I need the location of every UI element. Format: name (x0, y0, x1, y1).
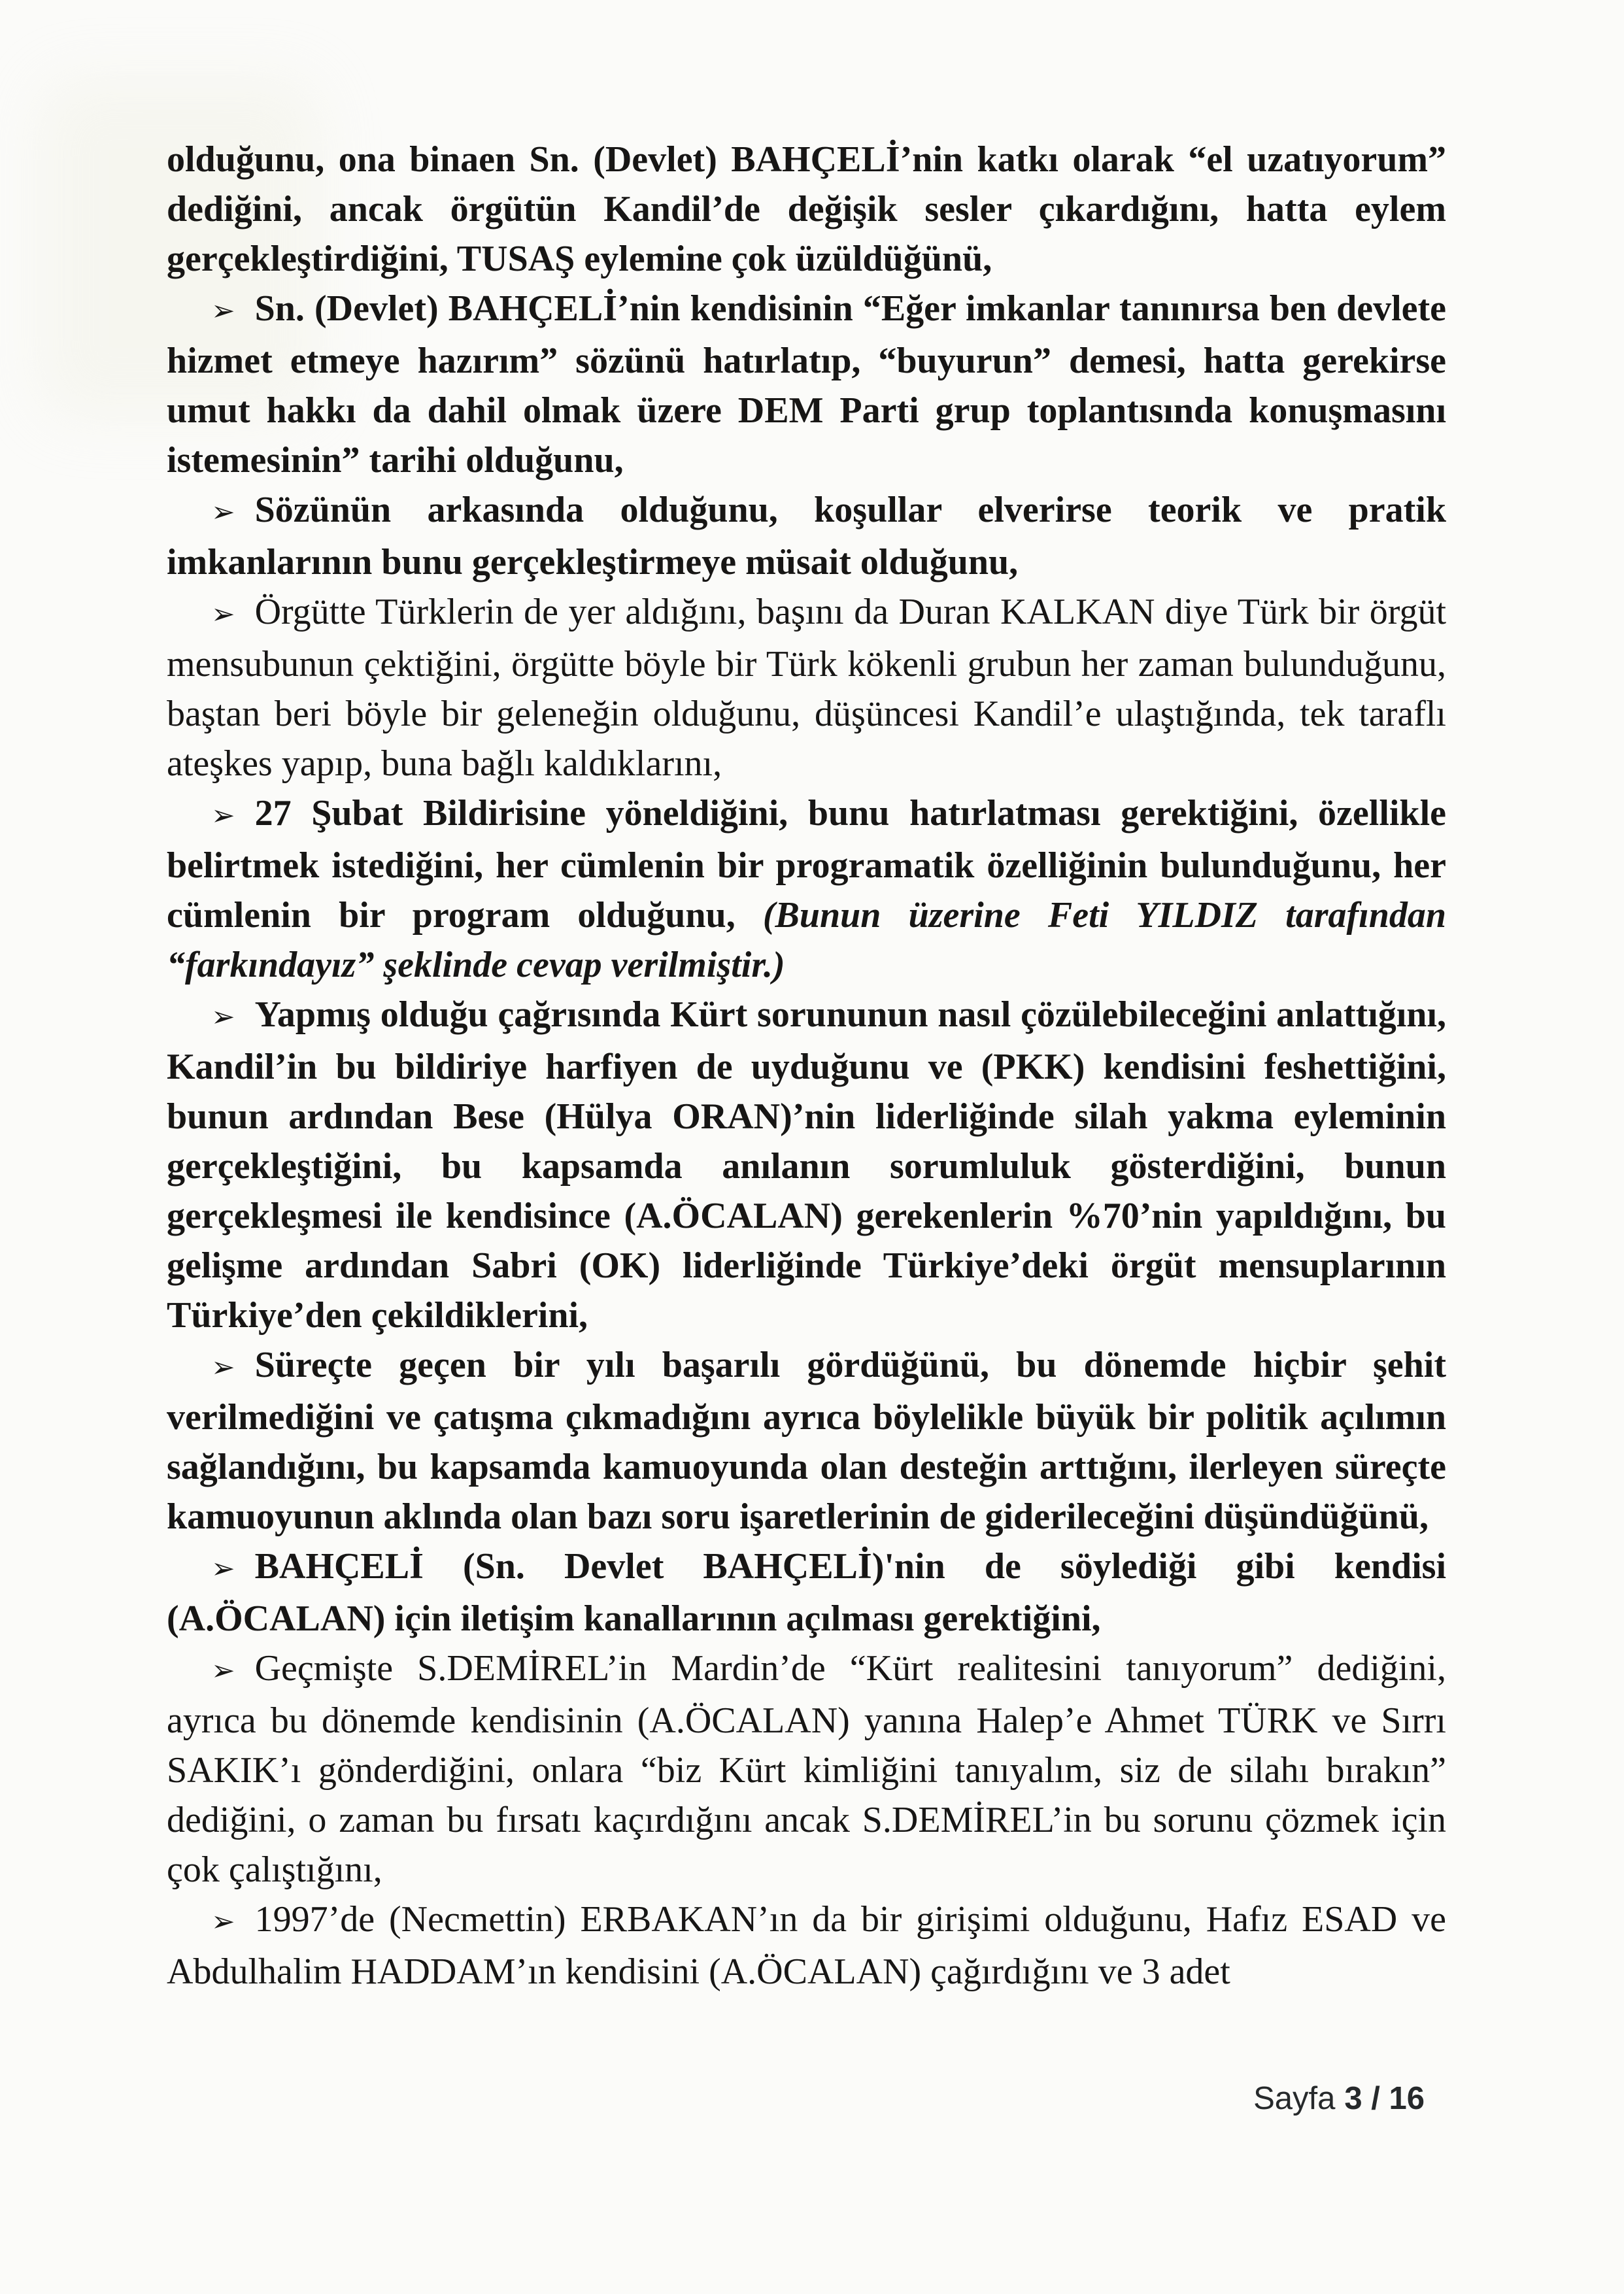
text-run: Sözünün arkasında olduğunu, koşullar elverirse teorik ve pratik imkanlarının bunu gerçekleştirmeye müsait olduğunu, (167, 490, 1446, 582)
para-1997-erbakan (167, 1895, 1446, 1997)
bullet-arrow-icon: ➢ (211, 1905, 235, 1938)
text-run: Sn. (Devlet) BAHÇELİ’nin kendisinin “Eğer imkanlar tanınırsa ben devlete hizmet etmeye hazırım” sözünü hatırlatıp, “buyurun” demesi, hatta gerekirse umut hakkı da dahil olmak üzere DEM Parti grup toplantısında konuşmasını istemesinin” tarihi olduğunu, (167, 288, 1446, 481)
bullet-arrow-icon: ➢ (211, 1552, 235, 1585)
text-run: Yapmış olduğu çağrısında Kürt sorununun nasıl çözülebileceğini anlattığını, Kandil’in bu bildiriye harfiyen de uyduğunu ve (PKK) kendisini feshettiğini, bunun ardından Bese (Hülya ORAN)’nin liderliğinde silah yakma eyleminin gerçekleştiğini, bu kapsamda anılanın sorumluluk gösterdiğini, bunun gerçekleşmesi ile kendisince (A.ÖCALAN) gerekenlerin %70’nin yapıldığını, bu gelişme ardından Sabri (OK) liderliğinde Türkiye’deki örgüt mensuplarının Türkiye’den çekildiklerini, (167, 994, 1446, 1336)
text-run: BAHÇELİ (Sn. Devlet BAHÇELİ)'nin de söylediği gibi kendisi (A.ÖCALAN) için iletişim kanallarının açılması gerektiğini, (167, 1546, 1446, 1639)
bullet-arrow-icon: ➢ (211, 799, 235, 832)
para-surecte-gecen-yil (167, 1340, 1446, 1542)
bullet-arrow-icon: ➢ (211, 294, 235, 328)
document-body (167, 135, 1446, 1997)
para-27-subat-bildirisi (167, 788, 1446, 990)
para-bahceli-imkanlar (167, 284, 1446, 485)
footer-label: Sayfa (1253, 2081, 1336, 2116)
bullet-arrow-icon: ➢ (211, 598, 235, 631)
text-run: olduğunu, ona binaen Sn. (Devlet) BAHÇELİ’nin katkı olarak “el uzatıyorum” dediğini, ancak örgütün Kandil’de değişik sesler çıkardığını, hatta eylem gerçekleştirdiğini, TUSAŞ eylemine çok üzüldüğünü, (167, 139, 1446, 279)
footer-page-number: 3 / 16 (1344, 2081, 1425, 2116)
bullet-arrow-icon: ➢ (211, 1351, 235, 1384)
para-sozunun-arkasinda (167, 485, 1446, 587)
text-run: (Bunun üzerine Feti YILDIZ tarafından “farkındayız” şeklinde cevap verilmiştir.) (167, 895, 1447, 985)
para-gecmiste-demirel (167, 1644, 1446, 1895)
text-run: 1997’de (Necmettin) ERBAKAN’ın da bir girişimi olduğunu, Hafız ESAD ve Abdulhalim HADDAM’ın kendisini (A.ÖCALAN) çağırdığını ve 3 adet (167, 1899, 1446, 1992)
bullet-arrow-icon: ➢ (211, 496, 235, 529)
page-footer (1253, 2080, 1425, 2117)
para-yapmis-oldugu-cagri (167, 990, 1446, 1340)
text-run: Geçmişte S.DEMİREL’in Mardin’de “Kürt realitesini tanıyorum” dediğini, ayrıca bu dönemde kendisinin (A.ÖCALAN) yanına Halep’e Ahmet TÜRK ve Sırrı SAKIK’ı gönderdiğini, onlara “biz Kürt kimliğini tanıyalım, siz de silahı bırakın” dediğini, o zaman bu fırsatı kaçırdığını ancak S.DEMİREL’in bu sorunu çözmek için çok çalıştığını, (167, 1648, 1446, 1890)
text-run: Örgütte Türklerin de yer aldığını, başını da Duran KALKAN diye Türk bir örgüt mensubunun çektiğini, örgütte böyle bir Türk kökenli grubun her zaman bulunduğunu, baştan beri böyle bir geleneğin olduğunu, düşüncesi Kandil’e ulaştığında, tek taraflı ateşkes yapıp, buna bağlı kaldıklarını, (167, 592, 1446, 784)
para-iletisim-kanallari (167, 1542, 1446, 1644)
para-oldugunu-continuation (167, 135, 1446, 284)
bullet-arrow-icon: ➢ (211, 1000, 235, 1034)
bullet-arrow-icon: ➢ (211, 1654, 235, 1687)
text-run: 27 Şubat Bildirisine yöneldiğini, bunu hatırlatması gerektiğini, özellikle belirtmek istediğini, her cümlenin bir programatik özelliğinin bulunduğunu, her cümlenin bir program olduğunu, (167, 793, 1446, 936)
text-run: Süreçte geçen bir yılı başarılı gördüğünü, bu dönemde hiçbir şehit verilmediğini ve çatışma çıkmadığını ayrıca böylelikle büyük bir politik açılımın sağlandığını, bu kapsamda kamuoyunda olan desteğin arttığını, ilerleyen süreçte kamuoyunun aklında olan bazı soru işaretlerinin de giderileceğini düşündüğünü, (167, 1345, 1446, 1537)
para-orgutte-turkler (167, 587, 1446, 788)
